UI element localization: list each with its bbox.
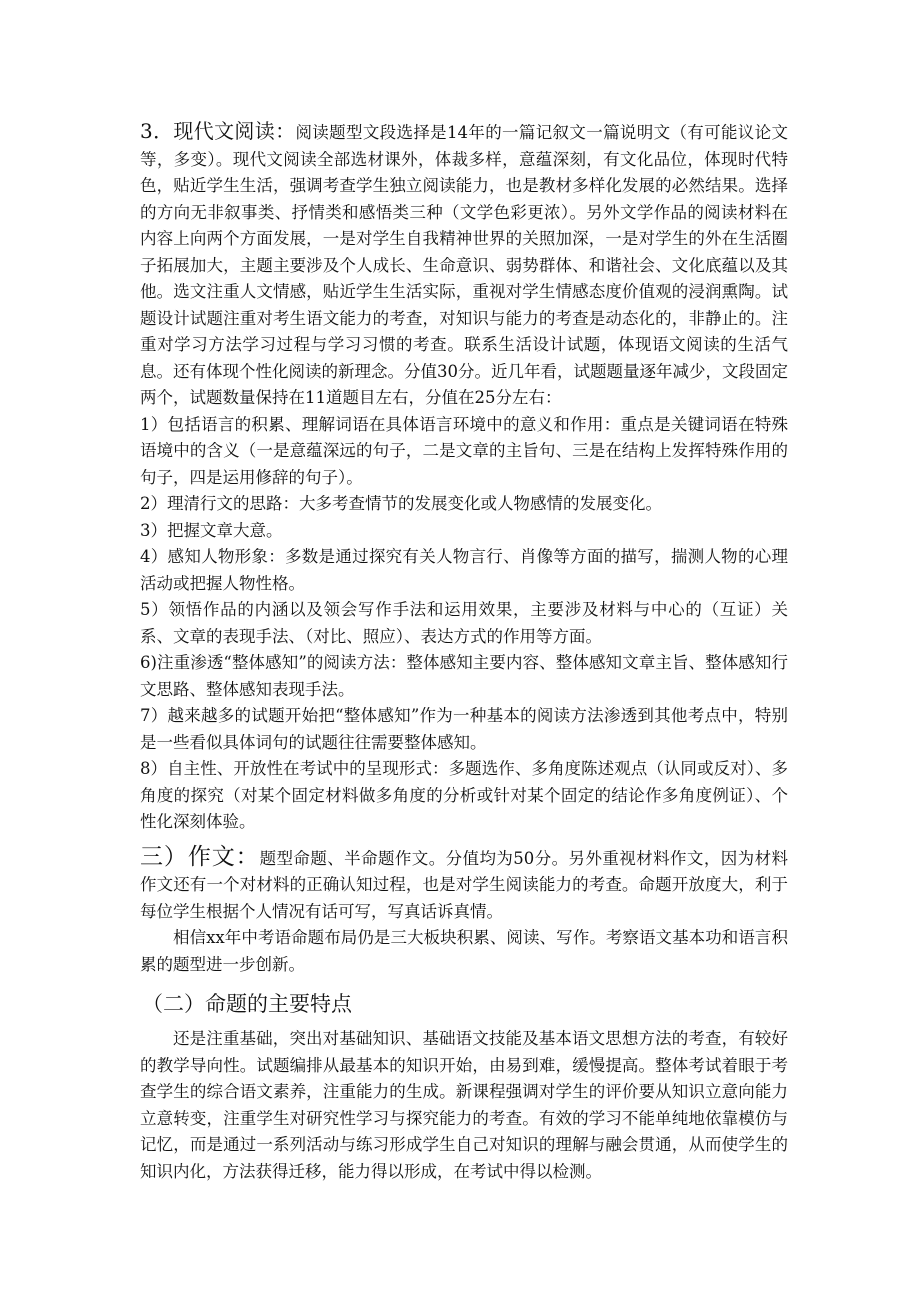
modern-reading-body: 阅读题型文段选择是14年的一篇记叙文一篇说明文（有可能议论文等，多变）。现代文阅读全部选材课外，体裁多样，意蕴深刻，有文化品位，体现时代特色，贴近学生生活，强调考查学生独立阅读能力，也是教材多样化发展的必然结果。选择的方向无非叙事类、抒情类和感悟类三种（文学色彩更浓）。另外文学作品的阅读材料在内容上向两个方面发展，一是对学生自我精神世界的关照加深，一是对学生的外在生活圈子拓展加大，主题主要涉及个人成长、生命意识、弱势群体、和谐社会、文化底蕴以及其他。选文注重人文情感，贴近学生生活实际，重视对学生情感态度价值观的浸润熏陶。试题设计试题注重对考生语文能力的考查，对知识与能力的考查是动态化的，非静止的。注重对学习方法学习过程与学习习惯的考查。联系生活设计试题，体现语文阅读的生活气息。还有体现个性化阅读的新理念。分值30分。近几年看，试题题量逐年减少，文段固定两个，试题数量保持在11道题目左右，分值在25分左右： [140,123,788,407]
list-item: 3）把握文章大意。 [140,520,283,540]
list-item: 2）理清行文的思路：大多考查情节的发展变化或人物感情的发展变化。 [140,494,662,513]
features-heading: （二）命题的主要特点 [142,992,352,1016]
list-item: 1）包括语言的积累、理解词语在具体语言环境中的意义和作用：重点是关键词语在特殊语境中的含义（一是意蕴深远的句子，二是文章的主旨句、三是在结构上发挥特殊作用的句子，四是运用修辞的句子）。 [140,414,788,487]
composition-body: 题型命题、半命题作文。分值均为50分。另外重视材料作文，因为材料作文还有一个对材料的正确认知过程，也是对学生阅读能力的考查。命题开放度大，利于每位学生根据个人情况有话可写，写真话诉真情。 [140,848,789,921]
composition-title: 三）作文： [140,843,260,870]
modern-reading-title: 3．现代文阅读： [140,119,296,143]
list-item: 8）自主性、开放性在考试中的呈现形式：多题选作、多角度陈述观点（认同或反对）、多角度的探究（对某个固定材料做多角度的分析或针对某个固定的结论作多角度例证）、个性化深刻体验。 [140,759,788,831]
list-item: 4）感知人物形象：多数是通过探究有关人物言行、肖像等方面的描写，揣测人物的心理活动或把握人物性格。 [140,547,788,593]
features-paragraph: 还是注重基础，突出对基础知识、基础语文技能及基本语文思想方法的考查，有较好的教学导向性。试题编排从最基本的知识开始，由易到难，缓慢提高。整体考试着眼于考查学生的综合语文素养，注重能力的生成。新课程强调对学生的评价要从知识立意向能力立意转变，注重学生对研究性学习与探究能力的考查。有效的学习不能单纯地依靠模仿与记忆，而是通过一系列活动与练习形成学生自己对知识的理解与融会贯通，从而使学生的知识内化，方法获得迁移，能力得以形成，在考试中得以检测。 [140,1029,788,1181]
document-page [140,118,788,1185]
composition-paragraph [140,844,788,926]
forecast-paragraph: 相信xx年中考语命题布局仍是三大板块积累、阅读、写作。考察语文基本功和语言积累的题型进一步创新。 [140,928,788,974]
list-item: 5）领悟作品的内涵以及领会写作手法和运用效果，主要涉及材料与中心的（互证）关系、文章的表现手法、（对比、照应）、表达方式的作用等方面。 [140,600,788,646]
list-item: 7）越来越多的试题开始把“整体感知”作为一种基本的阅读方法渗透到其他考点中，特别是一些看似具体词句的试题往往需要整体感知。 [140,706,788,752]
list-item: 6)注重渗透“整体感知”的阅读方法：整体感知主要内容、整体感知文章主旨、整体感知行文思路、整体感知表现手法。 [140,653,788,699]
modern-reading-paragraph [140,118,788,412]
